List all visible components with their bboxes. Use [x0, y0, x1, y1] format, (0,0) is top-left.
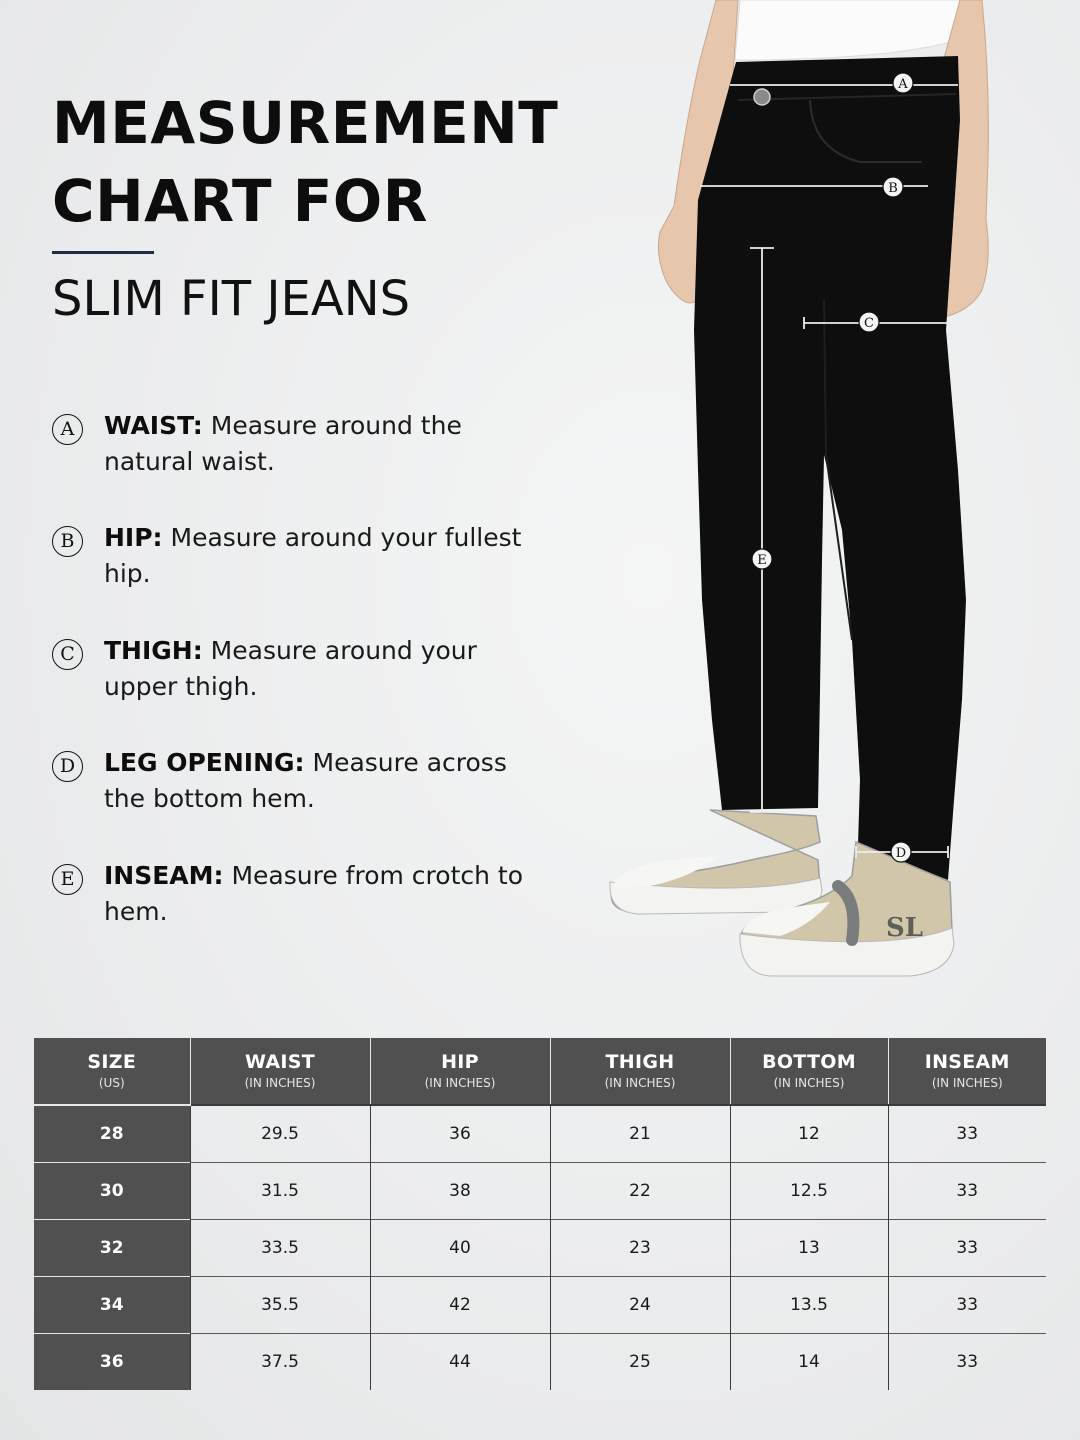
jeans: [694, 56, 966, 880]
marker-e-badge: E: [52, 864, 83, 895]
column-header-waist: [190, 1038, 370, 1105]
column-header-unit: (IN INCHES): [931, 1076, 1003, 1090]
hip-cell: 36: [370, 1105, 550, 1163]
column-header-name: BOTTOM: [762, 1051, 856, 1073]
column-header-name: SIZE: [87, 1051, 137, 1073]
bottom-cell: 14: [730, 1334, 888, 1391]
marker-d-label: D: [895, 846, 907, 861]
column-header-name: INSEAM: [924, 1051, 1010, 1073]
jeans-model-figure: [590, 0, 1080, 1000]
inseam-cell: 33: [888, 1163, 1046, 1220]
jeans-button: [754, 89, 770, 105]
column-header-name: WAIST: [244, 1051, 316, 1073]
column-header-unit: (IN INCHES): [424, 1076, 496, 1090]
thigh-cell: 21: [550, 1105, 730, 1163]
page-title: [52, 84, 558, 240]
hip-cell: 44: [370, 1334, 550, 1391]
thigh-cell: 25: [550, 1334, 730, 1391]
table-header-row: [34, 1038, 1046, 1105]
bottom-cell: 13: [730, 1220, 888, 1277]
measure-text: Measure from crotch to hem.: [104, 861, 524, 926]
column-header-thigh: [550, 1038, 730, 1105]
title-line-2: CHART FOR: [52, 167, 428, 235]
marker-d-badge: D: [52, 751, 83, 782]
thigh-cell: 22: [550, 1163, 730, 1220]
table-row: [34, 1277, 1046, 1334]
measure-text: Measure across the bottom hem.: [104, 748, 507, 813]
shoe-logo: SL: [886, 913, 924, 943]
size-cell: 28: [34, 1105, 190, 1163]
measure-name: HIP:: [104, 523, 163, 552]
size-chart-table: [34, 1038, 1046, 1390]
table-row: [34, 1220, 1046, 1277]
bottom-cell: 13.5: [730, 1277, 888, 1334]
table-row: [34, 1334, 1046, 1391]
column-header-size: [34, 1038, 190, 1105]
title-divider: [52, 251, 154, 254]
inseam-cell: 33: [888, 1220, 1046, 1277]
shirt: [735, 0, 960, 60]
column-header-name: THIGH: [605, 1051, 675, 1073]
table-row: [34, 1163, 1046, 1220]
measure-text: Measure around your upper thigh.: [104, 636, 477, 701]
column-header-bottom: [730, 1038, 888, 1105]
waist-cell: 37.5: [190, 1334, 370, 1391]
column-header-unit: (IN INCHES): [773, 1076, 845, 1090]
measure-description: [104, 633, 544, 705]
hip-cell: 42: [370, 1277, 550, 1334]
hip-cell: 40: [370, 1220, 550, 1277]
column-header-unit: (IN INCHES): [244, 1076, 316, 1090]
thigh-cell: 24: [550, 1277, 730, 1334]
column-header-unit: (US): [98, 1076, 125, 1090]
inseam-cell: 33: [888, 1277, 1046, 1334]
size-cell: 36: [34, 1334, 190, 1391]
measure-description: [104, 858, 544, 930]
waist-cell: 29.5: [190, 1105, 370, 1163]
hip-cell: 38: [370, 1163, 550, 1220]
marker-c-label: C: [864, 316, 874, 331]
page-subtitle: SLIM FIT JEANS: [52, 271, 411, 327]
measure-text: Measure around the natural waist.: [104, 411, 462, 476]
marker-c-badge: C: [52, 639, 83, 670]
waist-cell: 31.5: [190, 1163, 370, 1220]
measure-name: INSEAM:: [104, 861, 224, 890]
marker-b-label: B: [888, 181, 898, 196]
measure-name: THIGH:: [104, 636, 203, 665]
size-cell: 30: [34, 1163, 190, 1220]
bottom-cell: 12.5: [730, 1163, 888, 1220]
measure-name: WAIST:: [104, 411, 203, 440]
measure-name: LEG OPENING:: [104, 748, 305, 777]
marker-a-badge: A: [52, 414, 83, 445]
column-header-inseam: [888, 1038, 1046, 1105]
waist-cell: 35.5: [190, 1277, 370, 1334]
measure-text: Measure around your fullest hip.: [104, 523, 522, 588]
marker-b-badge: B: [52, 526, 83, 557]
measure-description: [104, 520, 544, 592]
measure-description: [104, 745, 544, 817]
thigh-cell: 23: [550, 1220, 730, 1277]
title-line-1: MEASUREMENT: [52, 89, 559, 157]
inseam-cell: 33: [888, 1334, 1046, 1391]
waist-cell: 33.5: [190, 1220, 370, 1277]
size-cell: 32: [34, 1220, 190, 1277]
inseam-cell: 33: [888, 1105, 1046, 1163]
table-row: [34, 1105, 1046, 1163]
bottom-cell: 12: [730, 1105, 888, 1163]
column-header-hip: [370, 1038, 550, 1105]
marker-e-label: E: [757, 553, 767, 568]
marker-a-label: A: [898, 77, 908, 92]
measure-description: [104, 408, 544, 480]
column-header-unit: (IN INCHES): [604, 1076, 676, 1090]
size-cell: 34: [34, 1277, 190, 1334]
column-header-name: HIP: [441, 1051, 479, 1073]
